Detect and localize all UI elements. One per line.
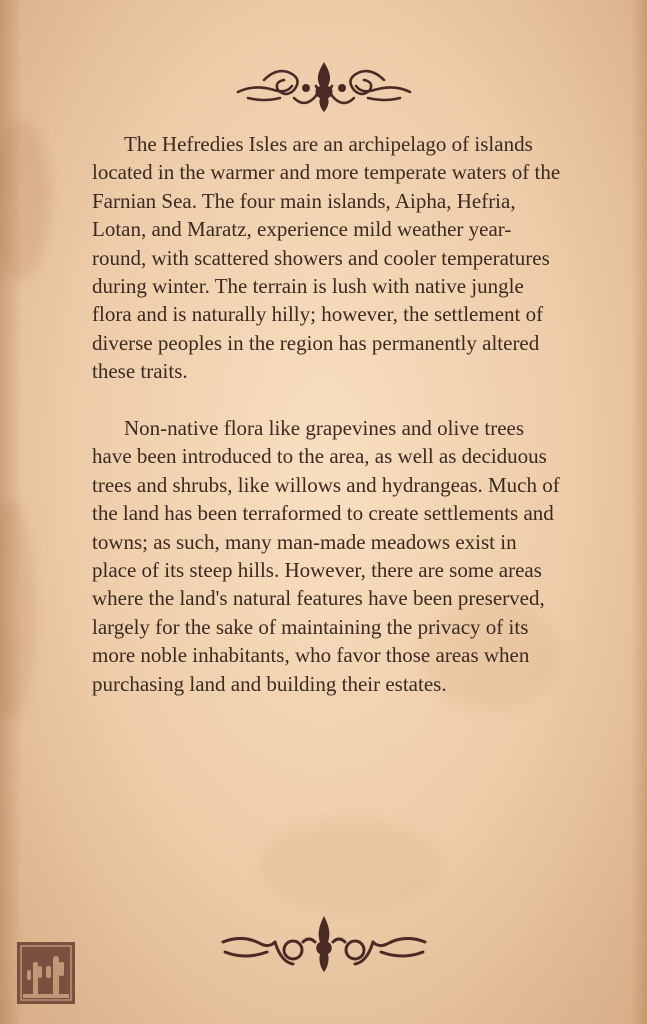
top-flourish-ornament xyxy=(0,58,647,114)
paper-right-edge xyxy=(631,0,647,1024)
bottom-flourish-ornament xyxy=(0,912,647,976)
cactus-stamp-icon xyxy=(15,940,77,1006)
flourish-icon xyxy=(234,58,414,114)
paragraph-2: Non-native flora like grapevines and olive trees have been introduced to the area, as well as deciduous trees and shrubs, like willows and hydrangeas. Much of the land has been terraformed to create settlements and towns; as such, many man-made meadows exist in place of its steep hills. However, there are some areas where the land's natural features have been preserved, largely for the sake of maintaining the privacy of its more noble inhabitants, who favor those areas when purchasing land and building their estates. xyxy=(92,416,560,696)
paper-stain xyxy=(260,820,440,910)
body-text xyxy=(92,130,562,698)
paragraph-1: The Hefredies Isles are an archipelago of islands located in the warmer and more temperate waters of the Farnian Sea. The four main islands, Aipha, Hefria, Lotan, and Maratz, experience mild weather year-round, with scattered showers and cooler temperatures during winter. The terrain is lush with native jungle flora and is naturally hilly; however, the settlement of diverse peoples in the region has permanently altered these traits. xyxy=(92,132,561,384)
flourish-icon xyxy=(219,912,429,976)
paper-left-edge xyxy=(0,0,22,1024)
